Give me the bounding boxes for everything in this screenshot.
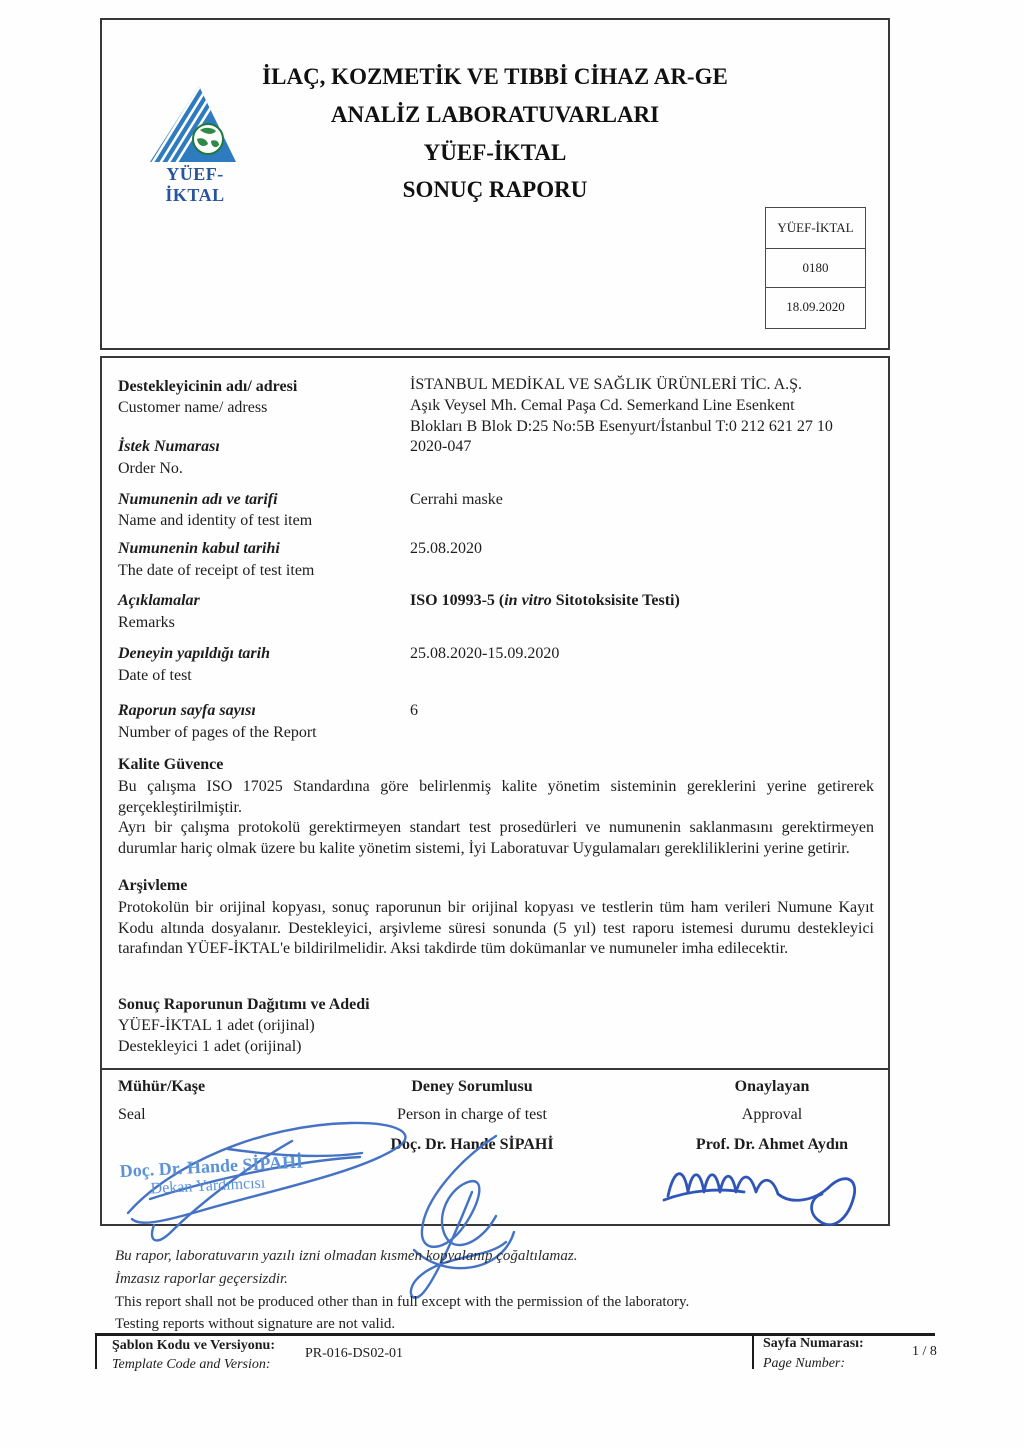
approver-name: Prof. Dr. Ahmet Aydın [695,1136,849,1153]
item-label-en: Name and identity of test item [118,512,313,529]
approver-label-en: Approval [741,1106,803,1123]
remarks-label-tr: Açıklamalar [118,592,200,609]
footnote-tr-line-1: Bu rapor, laboratuvarın yazılı izni olmadan kısmen kopyalanıp çoğaltılamaz. [115,1248,578,1264]
remarks-value-prefix: ISO 10993-5 ( [410,592,505,609]
distribution-line-1: YÜEF-İKTAL 1 adet (orijinal) [118,1017,315,1034]
seal-label-en: Seal [118,1106,146,1123]
quality-para-1: Bu çalışma ISO 17025 Standardına göre belirlenmiş kalite yönetim sisteminin gereklerini yerine getirerek gerçekleştirilmiştir. [118,778,874,816]
item-label-tr: Numunenin adı ve tarifi [118,491,278,508]
receipt-label-tr: Numunenin kabul tarihi [118,540,280,557]
reference-box-lab-name: YÜEF-İKTAL [766,208,865,249]
footer-right-tick [752,1333,754,1369]
tester-name: Doç. Dr. Hande SİPAHİ [390,1136,554,1153]
page-number-value: 1 / 8 [912,1344,937,1359]
remarks-value-suffix: Sitotoksisite Testi) [551,592,680,609]
pages-label-tr: Raporun sayfa sayısı [118,702,256,719]
order-label-tr: İstek Numarası [118,438,220,455]
footer-left-tick [95,1333,97,1369]
main-box [100,356,890,1226]
pages-label-en: Number of pages of the Report [118,724,317,741]
reference-box [765,207,866,329]
customer-label-en: Customer name/ adress [118,399,268,416]
testdate-label-en: Date of test [118,667,192,684]
remarks-label-en: Remarks [118,614,175,631]
archiving-para: Protokolün bir orijinal kopyası, sonuç raporunun bir orijinal kopyası ve testlerin tüm ham verileri Numune Kayıt Kodu altında dosyalanır. Destekleyici, arşivleme süresi sonunda (5 yıl) test raporu istemesi durumu destekleyici tarafından YÜEF-İKTAL'e bildirilmelidir. Aksi takdirde tüm dokümanlar ve numuneler imha edilecektir. [118,899,874,957]
template-code-label-tr: Şablon Kodu ve Versiyonu: [112,1338,275,1353]
approver-signature [660,1144,880,1239]
logo-wordmark: YÜEF-İKTAL [165,164,225,205]
footnote-tr-line-2: İmzasız raporlar geçersizdir. [115,1271,288,1287]
order-label-en: Order No. [118,460,183,477]
item-value: Cerrahi maske [410,491,503,508]
quality-heading: Kalite Güvence [118,756,224,773]
report-title-line-1: İLAÇ, KOZMETİK VE TIBBİ CİHAZ AR-GE [262,64,728,89]
template-code-label-en: Template Code and Version: [112,1357,271,1372]
receipt-value: 25.08.2020 [410,540,482,557]
footnote-en-line-1: This report shall not be produced other than in full except with the permission of the laboratory. [115,1294,690,1310]
receipt-label-en: The date of receipt of test item [118,562,315,579]
quality-para-2: Ayrı bir çalışma protokolü gerektirmeyen standart test prosedürleri ve numunenin saklanmasını gerektirmeyen durumlar hariç olmak üzere bu kalite yönetim sistemi, İyi Laboratuvar Uygulamaları gerekliliklerini yerine getirir. [118,819,874,857]
seal-label-tr: Mühür/Kaşe [118,1078,206,1095]
reference-box-date: 18.09.2020 [786,299,845,314]
report-title-line-2: ANALİZ LABORATUVARLARI [330,102,660,127]
distribution-line-2: Destekleyici 1 adet (orijinal) [118,1038,302,1055]
report-title-line-3: YÜEF-İKTAL [423,140,567,165]
approver-label-tr: Onaylayan [734,1078,810,1095]
distribution-heading: Sonuç Raporunun Dağıtımı ve Adedi [118,996,370,1013]
header-box [100,18,890,350]
footnote-en-line-2: Testing reports without signature are not valid. [115,1316,396,1332]
customer-label-tr: Destekleyicinin adı/ adresi [118,378,298,395]
page-number-label-tr: Sayfa Numarası: [763,1336,864,1351]
customer-value-line-1: İSTANBUL MEDİKAL VE SAĞLIK ÜRÜNLERİ TİC. A.Ş. [410,376,803,393]
customer-value-line-3: Blokları B Blok D:25 No:5B Esenyurt/İstanbul T:0 212 621 27 10 [410,418,833,435]
order-value: 2020-047 [410,438,472,455]
tester-signature [384,1130,544,1305]
tester-label-tr: Deney Sorumlusu [411,1078,533,1095]
signature-divider [102,1068,888,1070]
tester-label-en: Person in charge of test [397,1106,547,1123]
reference-box-number: 0180 [766,249,865,288]
remarks-value [410,592,680,610]
seal-stamp-title: Dekan Yardımcısı [150,1174,266,1198]
template-code-value: PR-016-DS02-01 [305,1346,404,1361]
seal-stamp-name: Doç. Dr. Hande SİPAHİ [119,1151,304,1182]
remarks-value-italic: in vitro [504,592,552,609]
customer-value-line-2: Aşık Veysel Mh. Cemal Paşa Cd. Semerkand Line Esenkent [410,397,795,414]
testdate-value: 25.08.2020-15.09.2020 [410,645,560,662]
page-number-label-en: Page Number: [763,1356,846,1371]
report-title-line-4: SONUÇ RAPORU [402,177,588,202]
archiving-heading: Arşivleme [118,877,188,894]
testdate-label-tr: Deneyin yapıldığı tarih [118,645,270,662]
pages-value: 6 [410,702,418,719]
